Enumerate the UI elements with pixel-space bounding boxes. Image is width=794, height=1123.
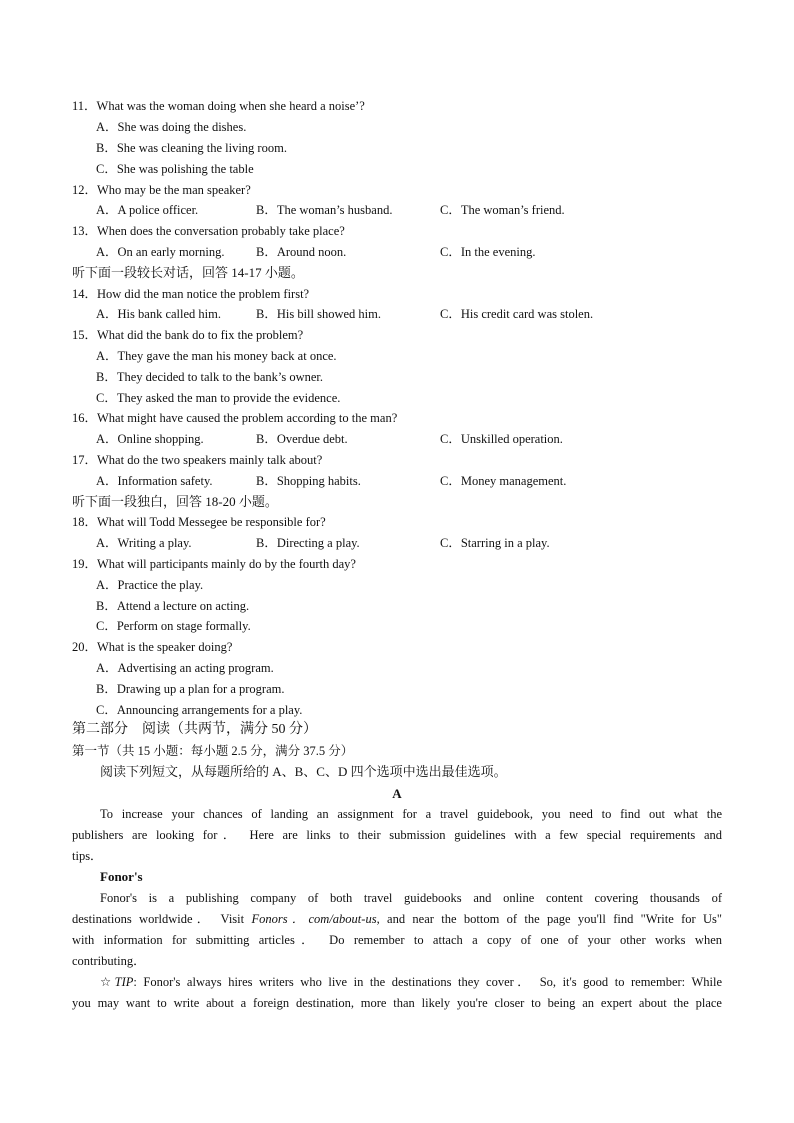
question-19-option-b: B．Attend a lecture on acting. (96, 599, 250, 613)
question-19-option-a: A．Practice the play. (96, 578, 204, 592)
question-17-stem: 17．What do the two speakers mainly talk about? (72, 453, 323, 467)
question-18-option-b: B．Directing a play. (256, 536, 360, 550)
question-20-option-b: B．Drawing up a plan for a program. (96, 682, 285, 696)
question-12-stem: 12．Who may be the man speaker? (72, 183, 251, 197)
question-14-stem: 14．How did the man notice the problem first? (72, 287, 310, 301)
passage-paragraph-2-line-1: Fonor's is a publishing company of both travel guidebooks and online content covering thousands of (100, 891, 722, 905)
passage-paragraph-1-line-1: To increase your chances of landing an assignment for a travel guidebook, you need to find out what the (100, 807, 722, 821)
question-12-option-a: A．A police officer. (96, 203, 199, 217)
question-17-option-c: C．Money management. (440, 474, 567, 488)
question-13-option-b: B．Around noon. (256, 245, 347, 259)
question-20-option-c: C．Announcing arrangements for a play. (96, 703, 303, 717)
question-15-stem: 15．What did the bank do to fix the problem? (72, 328, 304, 342)
tip-paragraph-line-2: you may want to write about a foreign destination, more than likely you're closer to being an expert about the place (72, 996, 722, 1010)
part2-heading: 第二部分 阅读（共两节，满分 50 分） (72, 722, 317, 737)
tip-paragraph-line-1 (72, 972, 722, 993)
question-13-option-c: C．In the evening. (440, 245, 536, 259)
question-13-option-a: A．On an early morning. (96, 245, 225, 259)
paragraph-2-text-b: , and near the bottom of the page you'll find "Write for Us" (376, 912, 722, 926)
passage-paragraph-1-line-3: tips． (72, 849, 103, 863)
question-11-stem: 11．What was the woman doing when she heard a noise’? (72, 99, 365, 113)
question-13-stem: 13．When does the conversation probably take place? (72, 224, 345, 238)
question-12-option-b: B．The woman’s husband. (256, 203, 393, 217)
question-11-option-a: A．She was doing the dishes. (96, 120, 247, 134)
question-20-option-a: A．Advertising an acting program. (96, 661, 274, 675)
passage-paragraph-2-line-3: with information for submitting articles． Do remember to attach a copy of one of your other works when (72, 933, 722, 947)
section1-heading: 第一节（共 15 小题：每小题 2.5 分，满分 37.5 分） (72, 744, 354, 758)
passage-letter: A (392, 786, 402, 801)
question-11-option-b: B．She was cleaning the living room. (96, 141, 287, 155)
passage-paragraph-2-line-4: contributing． (72, 954, 146, 968)
question-20-stem: 20．What is the speaker doing? (72, 640, 233, 654)
question-16-option-b: B．Overdue debt. (256, 432, 348, 446)
reading-instruction: 阅读下列短文，从每题所给的 A、B、C、D 四个选项中选出最佳选项。 (100, 764, 507, 779)
passage-subheading: Fonor's (100, 869, 143, 884)
question-15-option-a: A．They gave the man his money back at once. (96, 349, 337, 363)
question-18-option-c: C．Starring in a play. (440, 536, 550, 550)
question-19-stem: 19．What will participants mainly do by the fourth day? (72, 557, 356, 571)
question-16-stem: 16．What might have caused the problem according to the man? (72, 411, 398, 425)
question-18-stem: 18．What will Todd Messegee be responsible for? (72, 515, 326, 529)
question-14-option-b: B．His bill showed him. (256, 307, 382, 321)
listening-direction-18-20: 听下面一段独白，回答 18-20 小题。 (72, 494, 278, 509)
star-icon: ☆ (100, 975, 115, 989)
question-16-option-c: C．Unskilled operation. (440, 432, 563, 446)
question-15-option-b: B．They decided to talk to the bank’s owner. (96, 370, 324, 384)
tip-label: TIP (114, 975, 134, 989)
question-14-option-c: C．His credit card was stolen. (440, 307, 594, 321)
question-14-option-a: A．His bank called him. (96, 307, 221, 321)
paragraph-2-text-a: destinations worldwide． Visit (72, 912, 252, 926)
question-15-option-c: C．They asked the man to provide the evidence. (96, 391, 341, 405)
question-19-option-c: C．Perform on stage formally. (96, 619, 251, 633)
question-12-option-c: C．The woman’s friend. (440, 203, 565, 217)
tip-text: : Fonor's always hires writers who live in the destinations they cover． So, it's good to remember: While (133, 975, 722, 989)
passage-paragraph-2-line-2 (72, 909, 722, 930)
question-11-option-c: C．She was polishing the table (96, 162, 254, 176)
fonors-url-link: Fonors．com/about-us (251, 912, 377, 926)
question-16-option-a: A．Online shopping. (96, 432, 204, 446)
question-18-option-a: A．Writing a play. (96, 536, 192, 550)
question-17-option-b: B．Shopping habits. (256, 474, 361, 488)
passage-paragraph-1-line-2: publishers are looking for． Here are links to their submission guidelines with a few special requirements and (72, 828, 722, 842)
question-17-option-a: A．Information safety. (96, 474, 213, 488)
listening-direction-14-17: 听下面一段较长对话，回答 14-17 小题。 (72, 265, 304, 280)
